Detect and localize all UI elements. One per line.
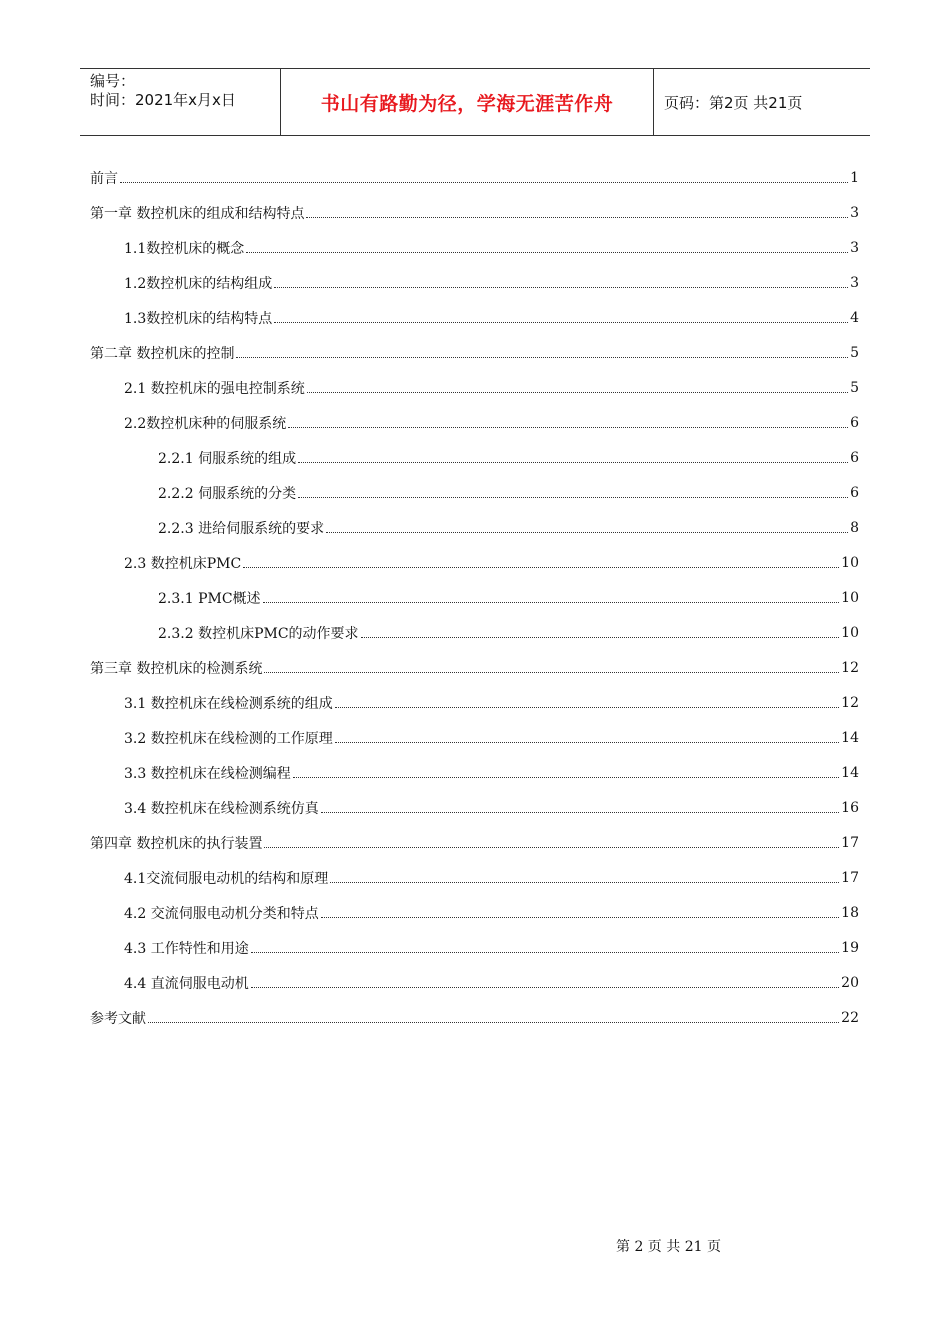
toc-dot-leader (330, 882, 839, 883)
toc-entry[interactable] (90, 300, 859, 335)
toc-entry[interactable] (90, 720, 859, 755)
toc-dot-leader (148, 1022, 839, 1023)
toc-entry-title: 2.2.3 进给伺服系统的要求 (158, 518, 325, 538)
toc-entry-page: 4 (850, 309, 859, 326)
toc-entry-title: 第四章 数控机床的执行装置 (90, 833, 263, 853)
toc-entry[interactable] (90, 335, 859, 370)
toc-entry[interactable] (90, 755, 859, 790)
toc-dot-leader (236, 357, 848, 358)
toc-entry-page: 1 (850, 169, 859, 186)
toc-entry-title: 2.3 数控机床PMC (124, 553, 242, 573)
toc-entry[interactable] (90, 1000, 859, 1035)
toc-entry-page: 12 (841, 694, 859, 711)
toc-entry-page: 3 (850, 204, 859, 221)
page-header (80, 68, 870, 136)
toc-entry-page: 10 (841, 624, 859, 641)
toc-entry-title: 4.2 交流伺服电动机分类和特点 (124, 903, 320, 923)
toc-entry[interactable] (90, 265, 859, 300)
toc-entry[interactable] (90, 230, 859, 265)
toc-dot-leader (263, 602, 840, 603)
header-page-code: 页码：第2页 共21页 (664, 93, 803, 112)
toc-entry[interactable] (90, 160, 859, 195)
table-of-contents (90, 160, 859, 1035)
toc-entry-title: 第二章 数控机床的控制 (90, 343, 235, 363)
serial-label: 编号： (90, 72, 136, 90)
toc-entry[interactable] (90, 370, 859, 405)
toc-entry[interactable] (90, 510, 859, 545)
toc-entry-page: 10 (841, 554, 859, 571)
toc-entry[interactable] (90, 615, 859, 650)
toc-entry[interactable] (90, 825, 859, 860)
toc-dot-leader (298, 462, 848, 463)
toc-entry[interactable] (90, 895, 859, 930)
toc-entry-page: 20 (841, 974, 859, 991)
toc-entry[interactable] (90, 195, 859, 230)
toc-entry-title: 2.3.1 PMC概述 (158, 588, 262, 608)
toc-entry-title: 参考文献 (90, 1008, 147, 1028)
header-left-cell (80, 69, 281, 135)
toc-dot-leader (264, 847, 839, 848)
toc-dot-leader (306, 217, 848, 218)
toc-dot-leader (264, 672, 839, 673)
toc-dot-leader (274, 287, 848, 288)
toc-entry[interactable] (90, 440, 859, 475)
toc-entry-page: 3 (850, 239, 859, 256)
toc-entry-title: 4.4 直流伺服电动机 (124, 973, 250, 993)
toc-entry-title: 第三章 数控机床的检测系统 (90, 658, 263, 678)
toc-entry[interactable] (90, 650, 859, 685)
toc-entry-page: 19 (841, 939, 859, 956)
toc-entry-title: 2.2数控机床种的伺服系统 (124, 413, 287, 433)
toc-entry-title: 4.1交流伺服电动机的结构和原理 (124, 868, 329, 888)
toc-entry[interactable] (90, 790, 859, 825)
toc-dot-leader (321, 917, 839, 918)
page-footer (0, 1236, 950, 1256)
toc-entry[interactable] (90, 685, 859, 720)
toc-dot-leader (251, 987, 839, 988)
toc-dot-leader (243, 567, 839, 568)
toc-entry-title: 3.4 数控机床在线检测系统仿真 (124, 798, 320, 818)
toc-entry-page: 5 (850, 344, 859, 361)
toc-dot-leader (288, 427, 848, 428)
toc-entry-page: 6 (850, 414, 859, 431)
toc-entry[interactable] (90, 580, 859, 615)
toc-entry-title: 2.2.2 伺服系统的分类 (158, 483, 297, 503)
toc-entry-page: 17 (841, 834, 859, 851)
toc-entry-title: 前言 (90, 168, 119, 188)
toc-dot-leader (120, 182, 848, 183)
toc-entry-title: 2.2.1 伺服系统的组成 (158, 448, 297, 468)
toc-entry-title: 2.3.2 数控机床PMC的动作要求 (158, 623, 360, 643)
toc-entry-title: 4.3 工作特性和用途 (124, 938, 250, 958)
toc-entry-page: 5 (850, 379, 859, 396)
header-motto: 书山有路勤为径，学海无涯苦作舟 (281, 69, 654, 135)
toc-entry-page: 6 (850, 484, 859, 501)
toc-entry-page: 12 (841, 659, 859, 676)
toc-entry-title: 3.1 数控机床在线检测系统的组成 (124, 693, 334, 713)
toc-entry-title: 1.3数控机床的结构特点 (124, 308, 273, 328)
toc-dot-leader (321, 812, 839, 813)
toc-dot-leader (251, 952, 839, 953)
toc-entry-page: 3 (850, 274, 859, 291)
toc-entry[interactable] (90, 545, 859, 580)
footer-page-number: 第 2 页 共 21 页 (616, 1239, 721, 1255)
toc-entry-page: 14 (841, 729, 859, 746)
toc-entry-title: 1.1数控机床的概念 (124, 238, 245, 258)
toc-entry-page: 18 (841, 904, 859, 921)
toc-entry-title: 2.1 数控机床的强电控制系统 (124, 378, 306, 398)
toc-dot-leader (246, 252, 848, 253)
toc-entry-page: 10 (841, 589, 859, 606)
toc-entry-title: 3.3 数控机床在线检测编程 (124, 763, 292, 783)
toc-entry-page: 17 (841, 869, 859, 886)
toc-dot-leader (293, 777, 839, 778)
toc-entry-title: 第一章 数控机床的组成和结构特点 (90, 203, 305, 223)
toc-entry[interactable] (90, 405, 859, 440)
toc-entry-page: 6 (850, 449, 859, 466)
toc-entry-title: 1.2数控机床的结构组成 (124, 273, 273, 293)
time-label: 时间：2021年x月x日 (90, 91, 236, 109)
toc-dot-leader (335, 707, 839, 708)
toc-entry-page: 16 (841, 799, 859, 816)
toc-entry[interactable] (90, 965, 859, 1000)
toc-dot-leader (274, 322, 848, 323)
toc-entry[interactable] (90, 475, 859, 510)
toc-dot-leader (361, 637, 840, 638)
toc-dot-leader (326, 532, 848, 533)
toc-entry-title: 3.2 数控机床在线检测的工作原理 (124, 728, 334, 748)
toc-dot-leader (335, 742, 839, 743)
toc-entry[interactable] (90, 930, 859, 965)
toc-entry-page: 14 (841, 764, 859, 781)
toc-dot-leader (298, 497, 848, 498)
toc-entry[interactable] (90, 860, 859, 895)
toc-entry-page: 8 (850, 519, 859, 536)
toc-dot-leader (307, 392, 848, 393)
toc-entry-page: 22 (841, 1009, 859, 1026)
